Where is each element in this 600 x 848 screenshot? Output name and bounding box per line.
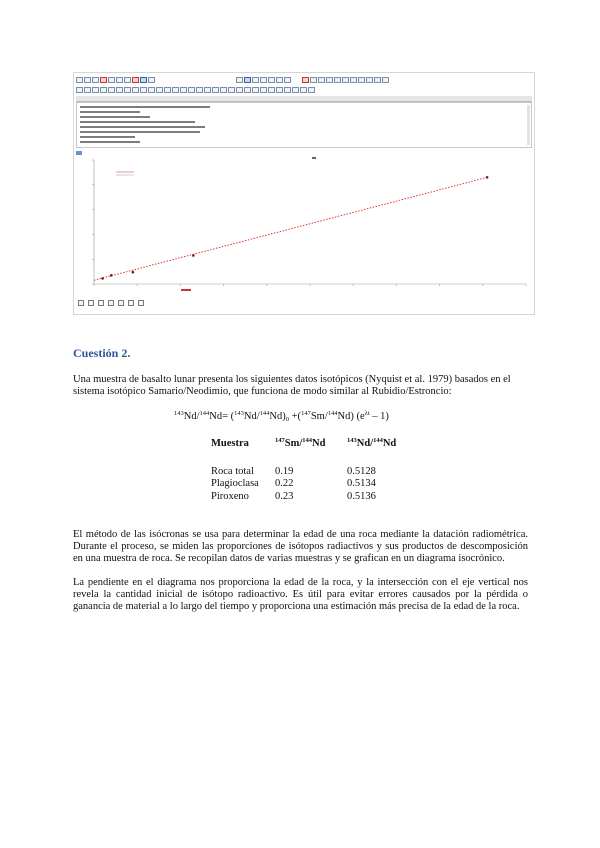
- tool-button[interactable]: [188, 87, 195, 93]
- toolbar-separator: [176, 77, 180, 83]
- stop-button[interactable]: [132, 77, 139, 83]
- tool-button[interactable]: [276, 87, 283, 93]
- tool-button[interactable]: [326, 77, 333, 83]
- data-point: [486, 176, 489, 179]
- secondary-toolbar: [76, 85, 532, 94]
- nd-label: Nd: [269, 411, 283, 422]
- row-sm-nd: 0.22: [275, 478, 294, 490]
- header-sm-nd: [275, 438, 347, 465]
- data-point: [132, 271, 135, 274]
- tool-button[interactable]: [180, 87, 187, 93]
- mass-143: 143: [234, 410, 244, 417]
- tool-button[interactable]: [132, 87, 139, 93]
- mass-144: 144: [327, 410, 338, 417]
- slash: /: [256, 411, 260, 422]
- console-line: [80, 121, 195, 123]
- table-row: [211, 490, 427, 503]
- tool-button[interactable]: [292, 87, 299, 93]
- question-heading: Cuestión 2.: [73, 346, 131, 360]
- fit-line: [94, 177, 487, 280]
- row-nd-nd: 0.5134: [347, 478, 376, 490]
- mass-144: 144: [259, 410, 270, 417]
- initial-subscript: 0: [285, 416, 290, 423]
- tool-button[interactable]: [100, 87, 107, 93]
- toolbar-separator: [226, 77, 230, 83]
- header-sm-part: Sm/: [284, 438, 303, 449]
- export-button[interactable]: [284, 77, 291, 83]
- close-paren: ): [282, 411, 286, 422]
- tool-button[interactable]: [310, 77, 317, 83]
- tool-button[interactable]: [156, 87, 163, 93]
- row-sm-nd: 0.23: [275, 490, 294, 502]
- plot-fit-line: [94, 177, 487, 280]
- tool-button[interactable]: [228, 87, 235, 93]
- tool-button[interactable]: [284, 87, 291, 93]
- row-nd-nd: 0.5136: [347, 490, 376, 502]
- isochron-formula: [174, 411, 389, 422]
- toolbar-separator: [156, 77, 160, 83]
- toolbar-separator: [196, 77, 200, 83]
- embedded-screenshot: [73, 72, 535, 315]
- row-nd-nd: 0.5128: [347, 465, 376, 477]
- tool-button[interactable]: [220, 87, 227, 93]
- tool-button[interactable]: [124, 87, 131, 93]
- plus-open: +(: [289, 411, 302, 422]
- tool-button[interactable]: [308, 87, 315, 93]
- toolbar-separator: [161, 77, 165, 83]
- console-line: [80, 136, 135, 138]
- tool-button[interactable]: [300, 87, 307, 93]
- tool-button[interactable]: [148, 87, 155, 93]
- header-nd-mass: 144: [302, 437, 313, 444]
- data-point: [110, 274, 113, 277]
- save-figure-button[interactable]: [138, 300, 144, 306]
- console-line: [80, 116, 150, 118]
- tool-button[interactable]: [236, 87, 243, 93]
- table-row: [211, 465, 427, 478]
- mass-143: 143: [174, 410, 184, 417]
- minus-one: – 1): [369, 411, 389, 422]
- data-point: [101, 277, 104, 280]
- open-file-button[interactable]: [84, 77, 91, 83]
- plot-ticks: [92, 160, 526, 286]
- header-nd144-mass: 144: [373, 437, 383, 444]
- zoom-button[interactable]: [236, 77, 243, 83]
- grid-button[interactable]: [276, 77, 283, 83]
- tool-button[interactable]: [382, 77, 389, 83]
- tool-button[interactable]: [164, 87, 171, 93]
- tool-button[interactable]: [116, 87, 123, 93]
- header-nd-nd: [347, 438, 427, 465]
- axes-button[interactable]: [252, 77, 259, 83]
- lambda-t: λt: [364, 410, 370, 417]
- plot-title-mark: [312, 157, 316, 159]
- sm-label: Sm: [310, 411, 325, 422]
- forward-button[interactable]: [98, 300, 104, 306]
- isochron-plot: [76, 156, 532, 293]
- table-row: [211, 478, 427, 491]
- exp-open: (e: [353, 411, 365, 422]
- intro-paragraph: Una muestra de basalto lunar presenta los siguientes datos isotópicos (Nyquist et al. 1979) basados en el sistema isotópico Samario/Neodimio, que funciona de modo similar al Rubidio/Estroncio:: [73, 374, 511, 398]
- paste-button[interactable]: [116, 77, 123, 83]
- toolbar-separator: [221, 77, 225, 83]
- header-sm-mass: 147: [275, 437, 285, 444]
- main-toolbar: [76, 75, 532, 84]
- console-line: [80, 106, 210, 108]
- toolbar-separator: [292, 77, 296, 83]
- toolbar-separator: [186, 77, 190, 83]
- row-sm-nd: 0.19: [275, 465, 294, 477]
- isotope-table: [211, 438, 427, 503]
- table-header-row: [211, 438, 427, 465]
- equals-open: = (: [222, 411, 235, 422]
- tool-button[interactable]: [334, 77, 341, 83]
- print-button[interactable]: [124, 77, 131, 83]
- marker-button[interactable]: [268, 77, 275, 83]
- row-sample: Piroxeno: [211, 490, 249, 502]
- tool-button[interactable]: [358, 77, 365, 83]
- tool-button[interactable]: [108, 87, 115, 93]
- tool-button[interactable]: [92, 87, 99, 93]
- tool-button[interactable]: [84, 87, 91, 93]
- method-paragraph: El método de las isócronas se usa para determinar la edad de una roca mediante la datación radiométrica. Durante el proceso, se miden las proporciones de isótopos radiactivos y sus productos de descomposición en una muestra de roca. Se recopilan datos de varias muestras y se grafican en un diagrama isocrónico.: [73, 529, 528, 565]
- toolbar-separator: [181, 77, 185, 83]
- console-output[interactable]: [76, 102, 532, 148]
- tool-button[interactable]: [318, 77, 325, 83]
- plot-canvas: [76, 156, 532, 293]
- tool-button[interactable]: [268, 87, 275, 93]
- tool-button[interactable]: [244, 87, 251, 93]
- close-paren: ): [350, 411, 354, 422]
- copy-button[interactable]: [108, 77, 115, 83]
- console-scrollbar[interactable]: [527, 105, 530, 145]
- toolbar-separator: [166, 77, 170, 83]
- mass-144: 144: [199, 410, 210, 417]
- tool-button[interactable]: [212, 87, 219, 93]
- toolbar-separator: [201, 77, 205, 83]
- home-button[interactable]: [78, 300, 84, 306]
- header-nd143-part: Nd/: [356, 438, 374, 449]
- nd-label: Nd: [337, 411, 351, 422]
- pan-button[interactable]: [108, 300, 114, 306]
- tool-button[interactable]: [172, 87, 179, 93]
- settings-button[interactable]: [128, 300, 134, 306]
- toolbar-separator: [206, 77, 210, 83]
- mass-147: 147: [301, 410, 311, 417]
- plot-toolbar: [78, 299, 144, 307]
- row-sample: Roca total: [211, 465, 254, 477]
- tool-button[interactable]: [196, 87, 203, 93]
- tool-button[interactable]: [342, 77, 349, 83]
- tool-button[interactable]: [76, 87, 83, 93]
- table-button[interactable]: [140, 77, 147, 83]
- zoom-button[interactable]: [118, 300, 124, 306]
- header-sample: Muestra: [211, 438, 249, 449]
- header-nd-part: Nd: [312, 438, 326, 449]
- toolbar-separator: [216, 77, 220, 83]
- header-nd143-mass: 143: [347, 437, 357, 444]
- cut-button[interactable]: [100, 77, 107, 83]
- axis-caption-mark: [181, 289, 191, 291]
- slope-paragraph: La pendiente en el diagrama nos proporciona la edad de la roca, y la intersección con el eje vertical nos revela la cantidad inicial de isótopo radioactivo. Es útil para evitar errores causados por la pérdida o ganancia de material a lo largo del tiempo y proporciona una estimación más precisa de la edad de la roca.: [73, 577, 528, 613]
- console-line: [80, 111, 140, 113]
- toolbar-separator: [211, 77, 215, 83]
- header-nd144-part: Nd: [382, 438, 397, 449]
- console-line: [80, 141, 140, 143]
- save-button[interactable]: [92, 77, 99, 83]
- nd-label: Nd: [183, 411, 197, 422]
- legend-button[interactable]: [260, 77, 267, 83]
- tool-button[interactable]: [374, 77, 381, 83]
- row-sample: Plagioclasa: [211, 478, 259, 490]
- data-point: [192, 254, 195, 257]
- toolbar-separator: [297, 77, 301, 83]
- record-button[interactable]: [302, 77, 309, 83]
- tool-button[interactable]: [350, 77, 357, 83]
- nd-label: Nd: [243, 411, 257, 422]
- tool-button[interactable]: [252, 87, 259, 93]
- new-file-button[interactable]: [76, 77, 83, 83]
- nd-label: Nd: [209, 411, 223, 422]
- tool-button[interactable]: [140, 87, 147, 93]
- back-button[interactable]: [88, 300, 94, 306]
- tool-button[interactable]: [366, 77, 373, 83]
- toolbar-separator: [231, 77, 235, 83]
- calc-button[interactable]: [148, 77, 155, 83]
- toolbar-separator: [191, 77, 195, 83]
- slash: /: [324, 411, 328, 422]
- slash: /: [196, 411, 200, 422]
- tool-button[interactable]: [204, 87, 211, 93]
- plot-window-tab[interactable]: [76, 151, 82, 155]
- console-line: [80, 131, 200, 133]
- console-line: [80, 126, 205, 128]
- tool-button[interactable]: [260, 87, 267, 93]
- plot-button[interactable]: [244, 77, 251, 83]
- toolbar-separator: [171, 77, 175, 83]
